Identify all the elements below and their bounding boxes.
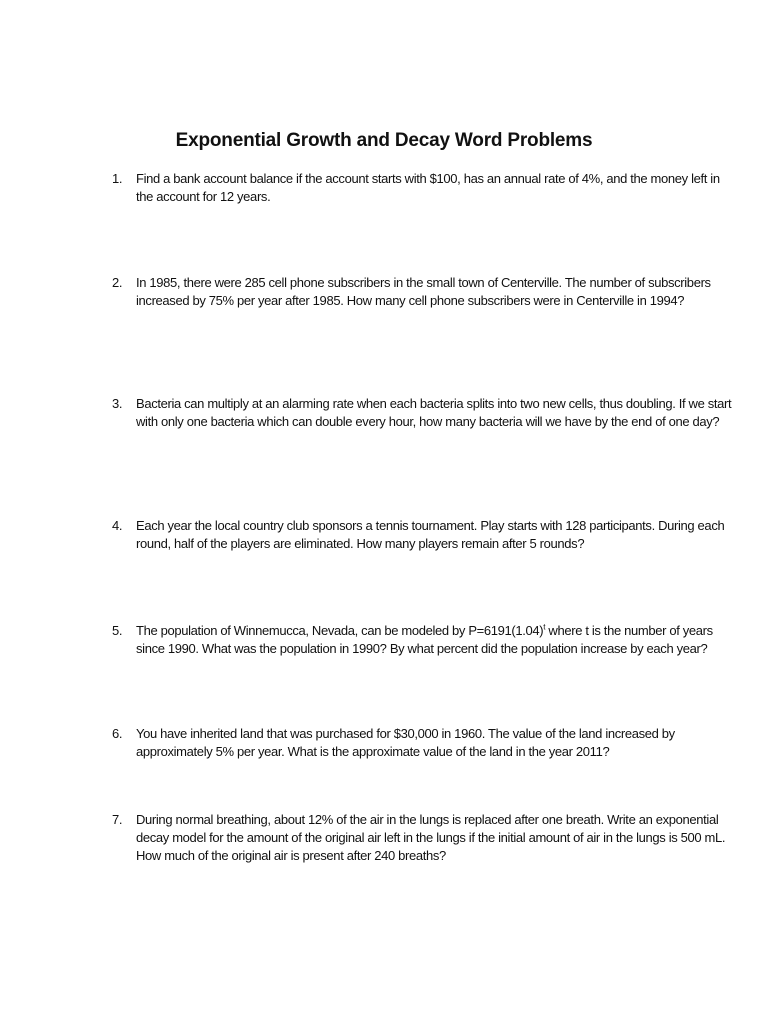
problem-text: Bacteria can multiply at an alarming rate when each bacteria splits into two new cells, thus doubling. If we start with only one bacteria which can double every hour, how many bacteria will we have by the end of one day? [136,396,732,429]
problem-text: Each year the local country club sponsors a tennis tournament. Play starts with 128 participants. During each round, half of the players are eliminated. How many players remain after 5 rounds? [136,518,725,551]
formula-exponent: t [543,622,546,632]
problem-number: 2. [112,275,123,290]
problem-5 [112,622,732,658]
page-title: Exponential Growth and Decay Word Problems [175,130,593,151]
problem-text: Find a bank account balance if the account starts with $100, has an annual rate of 4%, and the money left in the account for 12 years. [136,171,720,204]
problem-4 [112,517,732,553]
problem-text: In 1985, there were 285 cell phone subscribers in the small town of Centerville. The number of subscribers increased by 75% per year after 1985. How many cell phone subscribers were in Centerville in 1994? [136,275,711,308]
problem-number: 6. [112,726,123,741]
problem-text [136,622,732,658]
problem-number: 1. [112,171,123,186]
problem-number: 5. [112,623,123,638]
problem-text-after-exponent: where t is the number of years since 1990. What was the population in 1990? By what percent did the population increase by each year? [136,623,713,656]
problem-number: 4. [112,518,123,533]
problem-text: During normal breathing, about 12% of the air in the lungs is replaced after one breath. Write an exponential decay model for the amount of the original air left in the lungs if the initial amount of air in the lungs is 500 mL. How much of the original air is present after 240 breaths? [136,812,726,863]
problem-text-before-exponent: The population of Winnemucca, Nevada, can be modeled by P=6191(1.04) [136,623,544,638]
problem-7 [112,811,732,865]
problem-2 [112,274,732,310]
problem-6 [112,725,732,761]
problem-3 [112,395,732,431]
problem-number: 3. [112,396,123,411]
problem-number: 7. [112,812,123,827]
problem-text: You have inherited land that was purchased for $30,000 in 1960. The value of the land increased by approximately 5% per year. What is the approximate value of the land in the year 2011? [136,726,675,759]
problem-1 [112,170,732,206]
